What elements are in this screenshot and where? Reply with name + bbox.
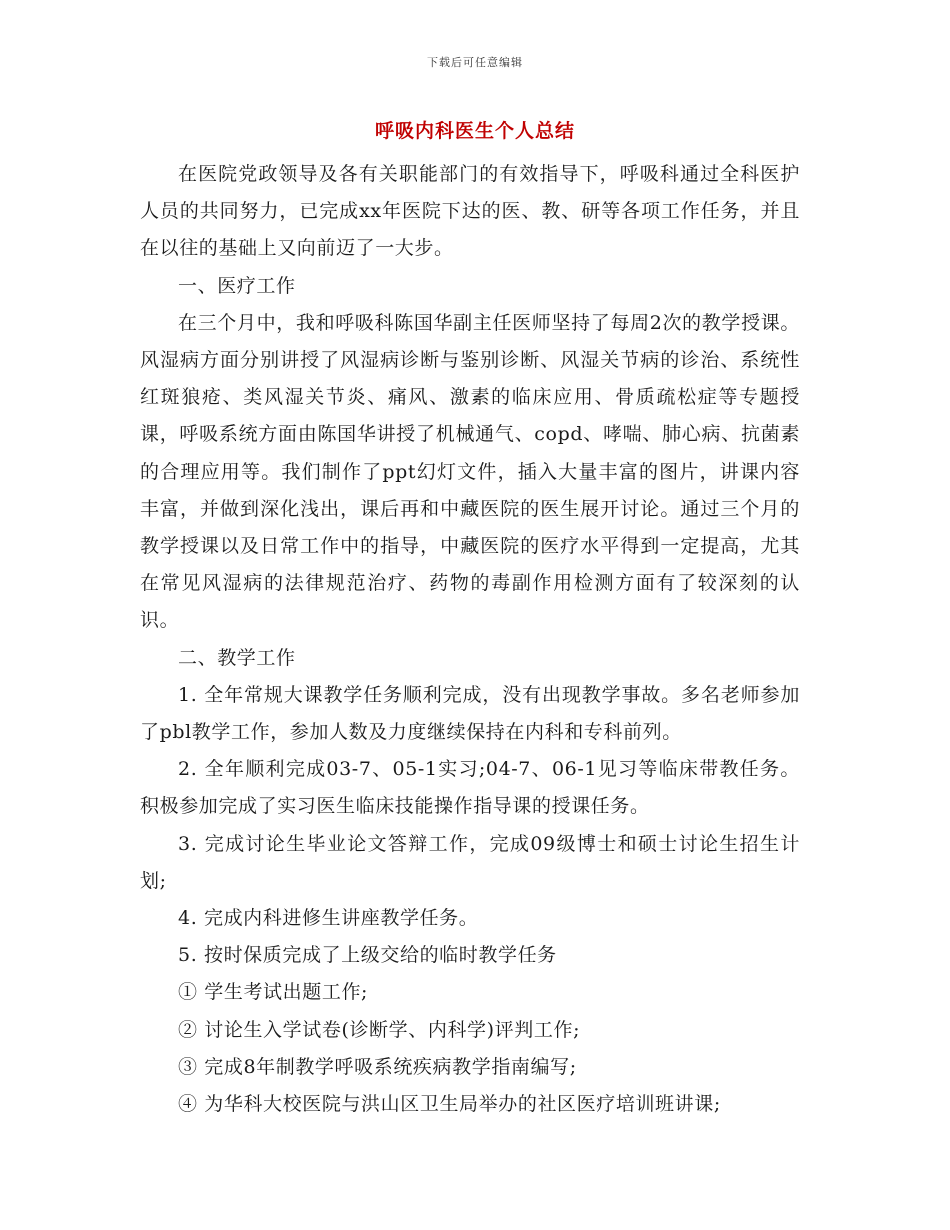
list-item-teaching-4: 4. 完成内科进修生讲座教学任务。 xyxy=(178,907,479,930)
sub-item-3: ③ 完成8年制教学呼吸系统疾病教学指南编写; xyxy=(178,1055,577,1078)
document-body xyxy=(140,156,800,1123)
list-item-teaching-3: 3. 完成讨论生毕业论文答辩工作，完成09级博士和硕士讨论生招生计划; xyxy=(140,832,800,892)
sub-item-4: ④ 为华科大校医院与洪山区卫生局举办的社区医疗培训班讲课; xyxy=(178,1093,721,1116)
list-item-teaching-1: 1. 全年常规大课教学任务顺利完成，没有出现教学事故。多名老师参加了pbl教学工作，参加人数及力度继续保持在内科和专科前列。 xyxy=(140,683,800,744)
paragraph-medical-work: 在三个月中，我和呼吸科陈国华副主任医师坚持了每周2次的教学授课。风湿病方面分别讲授了风湿病诊断与鉴别诊断、风湿关节病的诊治、系统性红斑狼疮、类风湿关节炎、痛风、激素的临床应用、骨质疏松症等专题授课，呼吸系统方面由陈国华讲授了机械通气、copd、哮喘、肺心病、抗菌素的合理应用等。我们制作了ppt幻灯文件，插入大量丰富的图片，讲课内容丰富，并做到深化浅出，课后再和中藏医院的医生展开讨论。通过三个月的教学授课以及日常工作中的指导，中藏医院的医疗水平得到一定提高，尤其在常见风湿病的法律规范治疗、药物的毒副作用检测方面有了较深刻的认识。 xyxy=(140,311,800,632)
paragraph-intro: 在医院党政领导及各有关职能部门的有效指导下，呼吸科通过全科医护人员的共同努力，已完成xx年医院下达的医、教、研等各项工作任务，并且在以往的基础上又向前迈了一大步。 xyxy=(140,163,800,260)
document-title: 呼吸内科医生个人总结 xyxy=(374,120,575,142)
section-heading-teaching: 二、教学工作 xyxy=(178,646,296,669)
section-heading-medical: 一、医疗工作 xyxy=(178,274,296,297)
list-item-teaching-5: 5. 按时保质完成了上级交给的临时教学任务 xyxy=(178,944,557,967)
header-note: 下载后可任意编辑 xyxy=(427,56,523,69)
list-item-teaching-2: 2. 全年顺利完成03-7、05-1实习;04-7、06-1见习等临床带教任务。积极参加完成了实习医生临床技能操作指导课的授课任务。 xyxy=(140,758,800,818)
sub-item-1: ① 学生考试出题工作; xyxy=(178,981,369,1004)
sub-item-2: ② 讨论生入学试卷(诊断学、内科学)评判工作; xyxy=(178,1018,581,1041)
